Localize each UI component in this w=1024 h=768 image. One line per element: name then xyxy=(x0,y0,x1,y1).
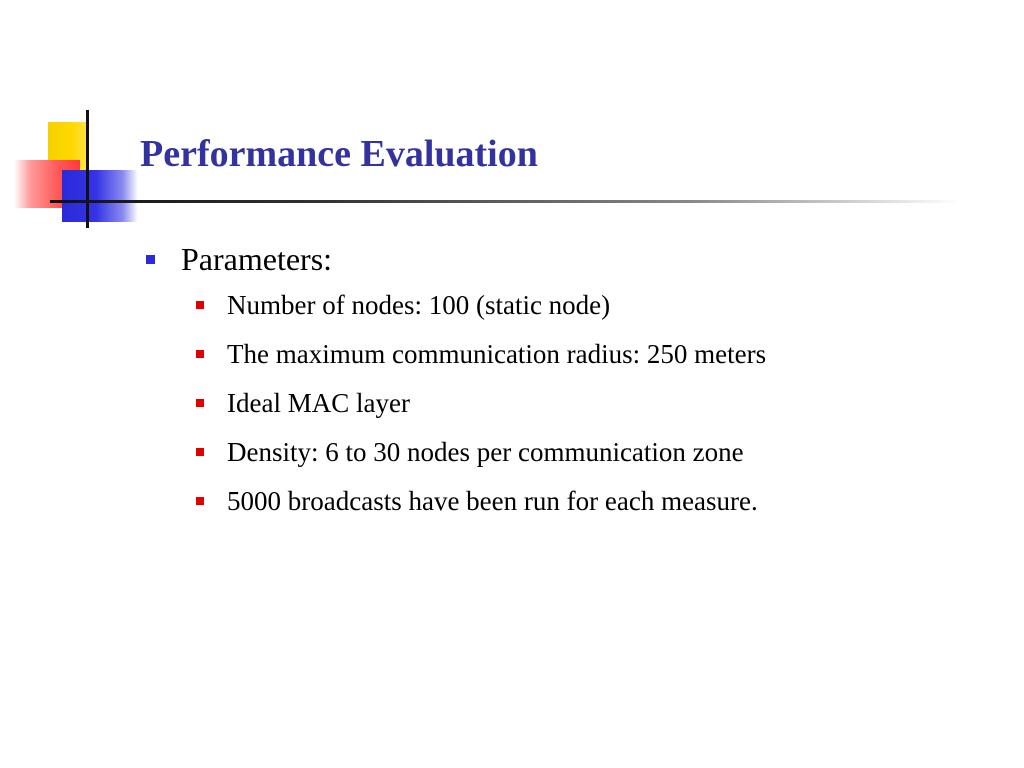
sub-bullet-text: Number of nodes: 100 (static node) xyxy=(227,289,611,320)
square-bullet-icon xyxy=(146,255,155,264)
square-bullet-icon xyxy=(196,497,204,505)
sub-bullet-item xyxy=(196,484,986,518)
sub-bullet-item xyxy=(196,386,986,420)
sub-bullet-text: The maximum communication radius: 250 meters xyxy=(227,338,767,369)
square-bullet-icon xyxy=(196,448,204,456)
sub-bullet-item xyxy=(196,337,986,371)
title-underline xyxy=(50,200,962,203)
square-bullet-icon xyxy=(196,350,204,358)
square-bullet-icon xyxy=(196,399,204,407)
decor-vertical-line xyxy=(86,110,89,228)
decor-blue-square xyxy=(62,170,138,222)
sub-bullet-text: Ideal MAC layer xyxy=(227,387,410,418)
sub-bullet-item xyxy=(196,288,986,322)
bullet-label: Parameters: xyxy=(181,240,333,277)
slide-body xyxy=(146,238,986,533)
bullet-parameters xyxy=(146,238,986,280)
square-bullet-icon xyxy=(196,301,204,309)
sub-bullet-list xyxy=(146,288,986,518)
sub-bullet-item xyxy=(196,435,986,469)
sub-bullet-text: Density: 6 to 30 nodes per communication zone xyxy=(227,436,744,467)
slide-title: Performance Evaluation xyxy=(140,133,538,175)
sub-bullet-text: 5000 broadcasts have been run for each measure. xyxy=(227,485,758,516)
